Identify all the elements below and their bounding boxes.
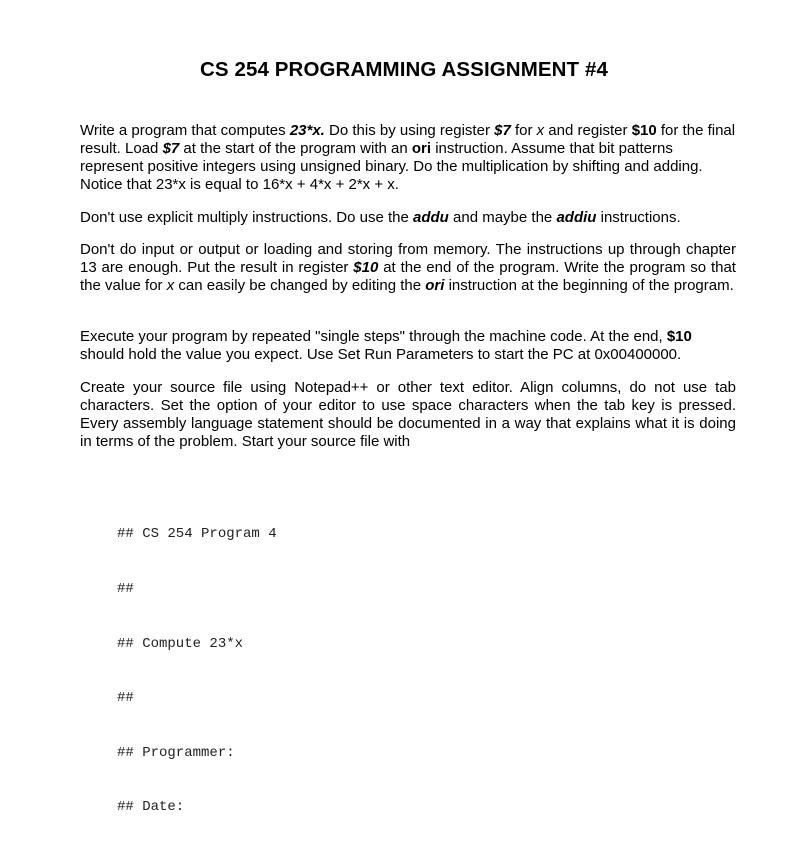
code-line: ## Programmer: (117, 744, 235, 761)
paragraph-restrictions: Don't do input or output or loading and storing from memory. The instructions up through chapter 13 are enough. Put the result in register $10 at the end of the program. Write the program so that the value for x can easily be changed by editing the ori instruction at the beginning of the program. (80, 241, 736, 294)
paragraph-instructions: Don't use explicit multiply instructions. Do use the addu and maybe the addiu instructions. (80, 209, 681, 226)
code-line: ## Date: (117, 799, 185, 816)
code-line: ## CS 254 Program 4 (117, 526, 277, 543)
paragraph-task: Write a program that computes 23*x. Do this by using register $7 for x and register $10 for the final result. Load $7 at the start of the program with an ori instruction. Assume that bit patterns represent positive integers using unsigned binary. Do the multiplication by shifting and adding. Notice that 23*x is equal to 16*x + 4*x + 2*x + x. (80, 122, 736, 193)
code-line: ## Compute 23*x (117, 635, 244, 652)
paragraph-execute: Execute your program by repeated "single steps" through the machine code. At the end, $10 should hold the value you expect. Use Set Run Parameters to start the PC at 0x00400000. (80, 328, 692, 363)
code-header-block (117, 489, 277, 853)
page-title: CS 254 PROGRAMMING ASSIGNMENT #4 (200, 58, 608, 81)
paragraph-source-file: Create your source file using Notepad++ or other text editor. Align columns, do not use tab characters. Set the option of your editor to use space characters when the tab key is pressed. Every assembly language statement should be documented in a way that explains what it is doing in terms of the problem. Start your source file with (80, 379, 736, 450)
code-line: ## (117, 690, 134, 707)
code-line: ## (117, 581, 134, 597)
